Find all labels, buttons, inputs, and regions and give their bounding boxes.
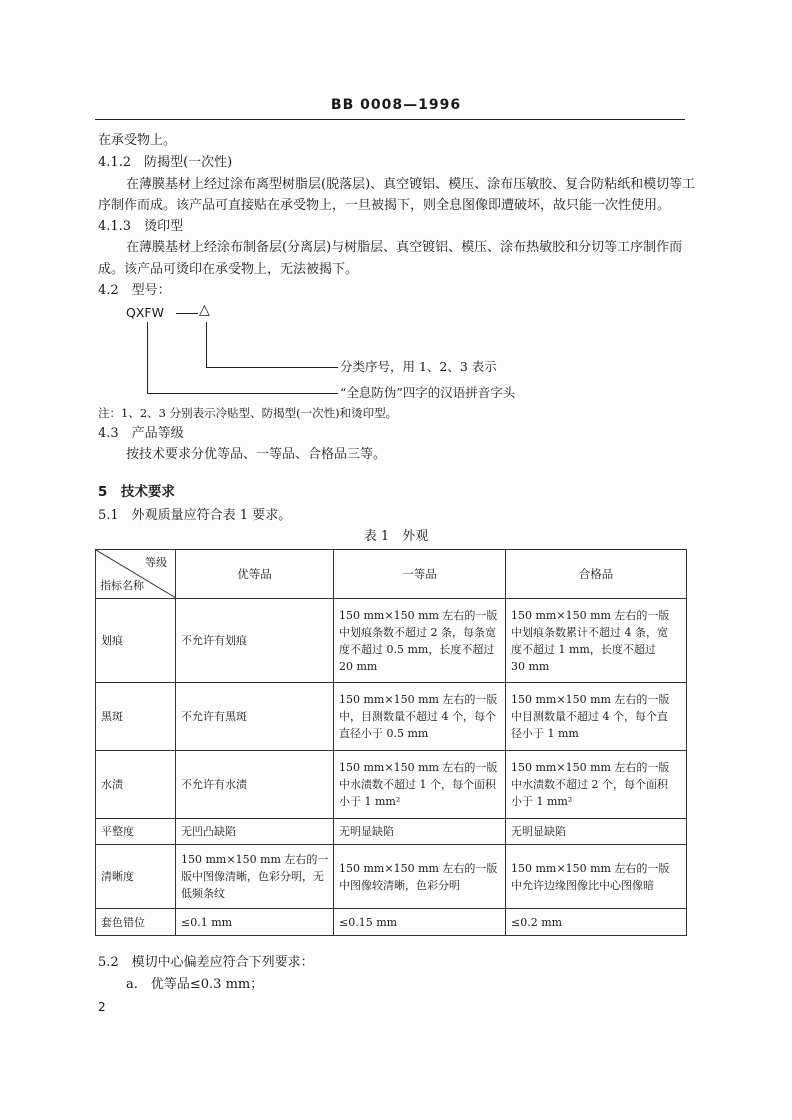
section-5-2-item-a: a. 优等品≤0.3 mm； xyxy=(126,977,264,992)
section-4-1-2-paragraph-line-2: 序制作而成。该产品可直接贴在承受物上，一旦被揭下，则全息图像即遭破坏，故只能一次性使用。 xyxy=(98,198,671,213)
table-cell-c2 xyxy=(334,751,506,819)
header-rule xyxy=(95,119,685,120)
cell-line: 150 mm×150 mm 左右的一版 xyxy=(339,861,498,875)
table-cell-c1 xyxy=(176,845,334,909)
section-4-3-heading: 4.3 产品等级 xyxy=(98,426,184,441)
page-number: 2 xyxy=(98,1000,106,1014)
cell-line: 不允许有水渍 xyxy=(181,778,247,791)
standard-header: BB 0008—1996 xyxy=(330,97,462,113)
leader-line-horizontal-2 xyxy=(147,393,338,394)
table-cell-c3 xyxy=(506,751,687,819)
table-cell-c3 xyxy=(506,909,687,936)
table-row xyxy=(96,819,687,845)
cell-line: 中目测数量不超过 4 个，每个直 xyxy=(511,710,668,723)
cell-line: 径小于 1 mm xyxy=(511,727,579,740)
triangle-symbol: △ xyxy=(199,302,210,318)
leader-line-vertical-2 xyxy=(147,322,148,394)
cell-line: 直径小于 0.5 mm xyxy=(339,727,429,740)
cell-line: 无明显缺陷 xyxy=(339,825,394,838)
corner-label-index: 指标名称 xyxy=(100,579,144,592)
table-cell-c2 xyxy=(334,683,506,751)
table-caption: 表 1 外观 xyxy=(363,529,429,544)
cell-line: 150 mm×150 mm 左右的一版 xyxy=(339,761,498,774)
table-row xyxy=(96,683,687,751)
cell-line: ≤0.1 mm xyxy=(181,915,233,929)
row-name-cell: 划痕 xyxy=(96,599,176,683)
row-name-cell: 黑斑 xyxy=(96,683,176,751)
cell-line: 不允许有黑斑 xyxy=(181,710,247,723)
cell-line: 无明显缺陷 xyxy=(511,825,566,838)
leader-line-vertical-1 xyxy=(206,322,207,368)
column-header-excellent: 优等品 xyxy=(176,550,334,599)
section-4-3-paragraph: 按技术要求分优等品、一等品、合格品三等。 xyxy=(126,447,387,462)
cell-line: 度不超过 1 mm，长度不超过 xyxy=(511,642,656,656)
section-5-2-text: 5.2 模切中心偏差应符合下列要求： xyxy=(98,955,314,970)
row-name-cell: 平整度 xyxy=(96,819,176,845)
cell-line: 不允许有划痕 xyxy=(181,634,247,647)
table-row xyxy=(96,845,687,909)
table-corner-cell xyxy=(96,550,176,599)
cell-line: 中水渍数不超过 2 个，每个面积 xyxy=(511,778,668,791)
section-4-1-2-heading: 4.1.2 防揭型(一次性) xyxy=(98,155,233,170)
cell-line: 20 mm xyxy=(339,659,378,673)
cell-line: 150 mm×150 mm 左右的一版 xyxy=(511,861,670,875)
table-cell-c1 xyxy=(176,599,334,683)
section-4-1-3-paragraph-line-2: 成。该产品可烫印在承受物上，无法被揭下。 xyxy=(98,262,359,277)
column-header-qualified: 合格品 xyxy=(506,550,687,599)
model-label-pinyin: “全息防伪”四字的汉语拼音字头 xyxy=(340,385,516,400)
cell-line: 30 mm xyxy=(511,659,550,673)
cell-line: 无凹凸缺陷 xyxy=(181,825,236,838)
cell-line: 150 mm×150 mm 左右的一版 xyxy=(511,608,670,622)
table-cell-c1 xyxy=(176,751,334,819)
table-row xyxy=(96,599,687,683)
cell-line: ≤0.2 mm xyxy=(511,915,563,929)
cell-line: 中，目测数量不超过 4 个，每个 xyxy=(339,710,496,723)
cell-line: 150 mm×150 mm 左右的一版 xyxy=(339,693,498,706)
cell-line: 中水渍数不超过 1 个，每个面积 xyxy=(339,778,496,791)
section-4-1-2-paragraph-line-1: 在薄膜基材上经过涂布离型树脂层(脱落层)、真空镀铝、模压、涂布压敏胶、复合防粘纸和模切等工 xyxy=(126,177,696,192)
leader-line-horizontal-1 xyxy=(206,367,338,368)
cell-line: 中允许边缘图像比中心图像暗 xyxy=(511,878,654,892)
appearance-table xyxy=(95,549,687,936)
section-4-1-3-paragraph-line-1: 在薄膜基材上经涂布制备层(分离层)与树脂层、真空镀铝、模压、涂布热敏胶和分切等工序制作而 xyxy=(126,240,683,255)
cell-line: 中划痕条数累计不超过 4 条，宽 xyxy=(511,625,668,639)
cell-line: 版中图像清晰，色彩分明，无 xyxy=(181,870,324,883)
cell-line: 低频条纹 xyxy=(181,887,225,900)
cell-line: 小于 1 mm² xyxy=(339,795,401,808)
cell-line: ≤0.15 mm xyxy=(339,915,398,929)
table-header-row xyxy=(96,550,687,599)
table-cell-c2 xyxy=(334,845,506,909)
column-header-first-class: 一等品 xyxy=(334,550,506,599)
table-cell-c2 xyxy=(334,909,506,936)
table-cell-c3 xyxy=(506,819,687,845)
cell-line: 中图像较清晰，色彩分明 xyxy=(339,878,460,892)
section-4-2-heading: 4.2 型号： xyxy=(98,283,171,298)
corner-label-grade: 等级 xyxy=(145,556,167,569)
table-cell-c1 xyxy=(176,909,334,936)
row-name-cell: 清晰度 xyxy=(96,845,176,909)
continuation-text: 在承受物上。 xyxy=(98,133,177,148)
section-5-heading: 5 技术要求 xyxy=(98,484,175,500)
table-cell-c3 xyxy=(506,599,687,683)
cell-line: 150 mm×150 mm 左右的一版 xyxy=(511,693,670,706)
table-cell-c3 xyxy=(506,845,687,909)
table-row xyxy=(96,909,687,936)
cell-line: 150 mm×150 mm 左右的一版 xyxy=(511,761,670,774)
table-cell-c1 xyxy=(176,683,334,751)
model-code: QXFW xyxy=(126,305,164,320)
model-label-sequence: 分类序号，用 1、2、3 表示 xyxy=(340,359,497,374)
cell-line: 中划痕条数不超过 2 条，每条宽 xyxy=(339,625,496,639)
cell-line: 150 mm×150 mm 左右的一 xyxy=(181,853,329,866)
row-name-cell: 水渍 xyxy=(96,751,176,819)
row-name-cell: 套色错位 xyxy=(96,909,176,936)
model-dash xyxy=(176,313,198,314)
table-cell-c3 xyxy=(506,683,687,751)
table-cell-c2 xyxy=(334,599,506,683)
table-cell-c1 xyxy=(176,819,334,845)
section-4-1-3-heading: 4.1.3 烫印型 xyxy=(98,219,184,234)
table-cell-c2 xyxy=(334,819,506,845)
cell-line: 小于 1 mm² xyxy=(511,795,573,808)
table-row xyxy=(96,751,687,819)
section-5-1-text: 5.1 外观质量应符合表 1 要求。 xyxy=(98,508,292,523)
cell-line: 度不超过 0.5 mm，长度不超过 xyxy=(339,642,495,656)
model-note: 注：1、2、3 分别表示冷贴型、防揭型(一次性)和烫印型。 xyxy=(98,406,398,420)
cell-line: 150 mm×150 mm 左右的一版 xyxy=(339,608,498,622)
